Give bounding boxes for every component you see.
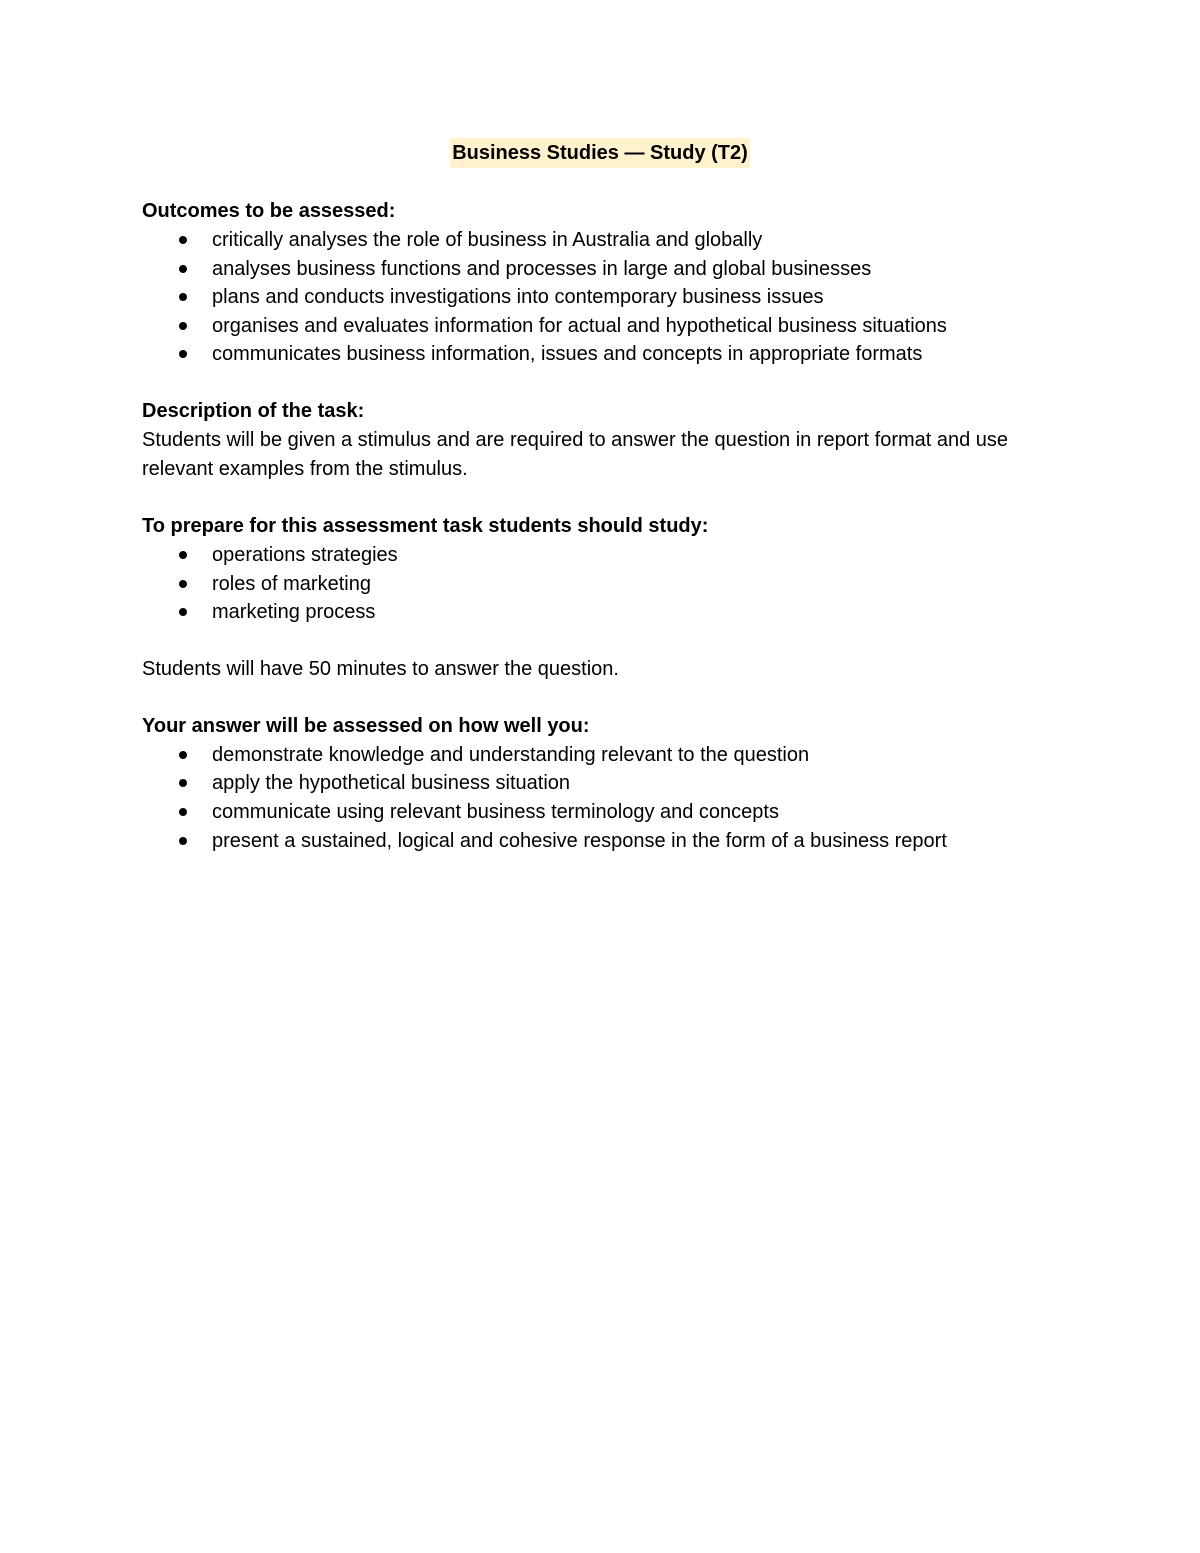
assessment-item <box>142 769 1058 798</box>
description-heading: Description of the task: <box>142 399 365 422</box>
outcome-item <box>142 283 1058 312</box>
bullet-icon <box>179 779 187 787</box>
outcome-text: organises and evaluates information for actual and hypothetical business situations <box>212 314 947 337</box>
bullet-icon <box>179 236 187 244</box>
bullet-icon <box>179 350 187 358</box>
document-body <box>142 138 1058 855</box>
outcome-item <box>142 312 1058 341</box>
assessment-item <box>142 798 1058 827</box>
prepare-list <box>142 541 1058 627</box>
spacer <box>142 369 1058 397</box>
bullet-icon <box>179 293 187 301</box>
outcome-item <box>142 340 1058 369</box>
bullet-icon <box>179 608 187 616</box>
outcomes-heading: Outcomes to be assessed: <box>142 200 396 222</box>
outcome-text: communicates business information, issues and concepts in appropriate formats <box>212 343 923 366</box>
assessment-text: demonstrate knowledge and understanding relevant to the question <box>212 743 810 766</box>
outcome-text: analyses business functions and processes in large and global businesses <box>212 257 872 280</box>
spacer <box>142 684 1058 712</box>
assessment-heading: Your answer will be assessed on how well you: <box>142 714 590 737</box>
spacer <box>142 627 1058 655</box>
title-row <box>142 138 1058 168</box>
outcome-text: plans and conducts investigations into contemporary business issues <box>212 286 824 309</box>
assessment-text: communicate using relevant business terminology and concepts <box>212 800 779 823</box>
assessment-text: apply the hypothetical business situation <box>212 772 571 795</box>
bullet-icon <box>179 837 187 845</box>
bullet-icon <box>179 808 187 816</box>
prepare-text: operations strategies <box>212 543 398 566</box>
time-note: Students will have 50 minutes to answer the question. <box>142 657 619 680</box>
outcome-text: critically analyses the role of business in Australia and globally <box>212 229 763 251</box>
spacer <box>142 484 1058 512</box>
prepare-item <box>142 570 1058 599</box>
assessment-item <box>142 741 1058 770</box>
bullet-icon <box>179 265 187 273</box>
bullet-icon <box>179 322 187 330</box>
document-title: Business Studies — Study (T2) <box>450 138 750 168</box>
prepare-item <box>142 598 1058 627</box>
bullet-icon <box>179 580 187 588</box>
outcome-item <box>142 255 1058 284</box>
prepare-item <box>142 541 1058 570</box>
bullet-icon <box>179 551 187 559</box>
assessment-text: present a sustained, logical and cohesive response in the form of a business report <box>212 829 947 852</box>
prepare-text: marketing process <box>212 601 376 624</box>
outcomes-list <box>142 226 1058 369</box>
bullet-icon <box>179 751 187 759</box>
description-text: Students will be given a stimulus and are required to answer the question in report format and use relevant examples from the stimulus. <box>142 428 1009 480</box>
assessment-item <box>142 827 1058 856</box>
prepare-text: roles of marketing <box>212 572 371 595</box>
outcome-item <box>142 226 1058 255</box>
assessment-list <box>142 741 1058 855</box>
prepare-heading: To prepare for this assessment task students should study: <box>142 514 709 537</box>
